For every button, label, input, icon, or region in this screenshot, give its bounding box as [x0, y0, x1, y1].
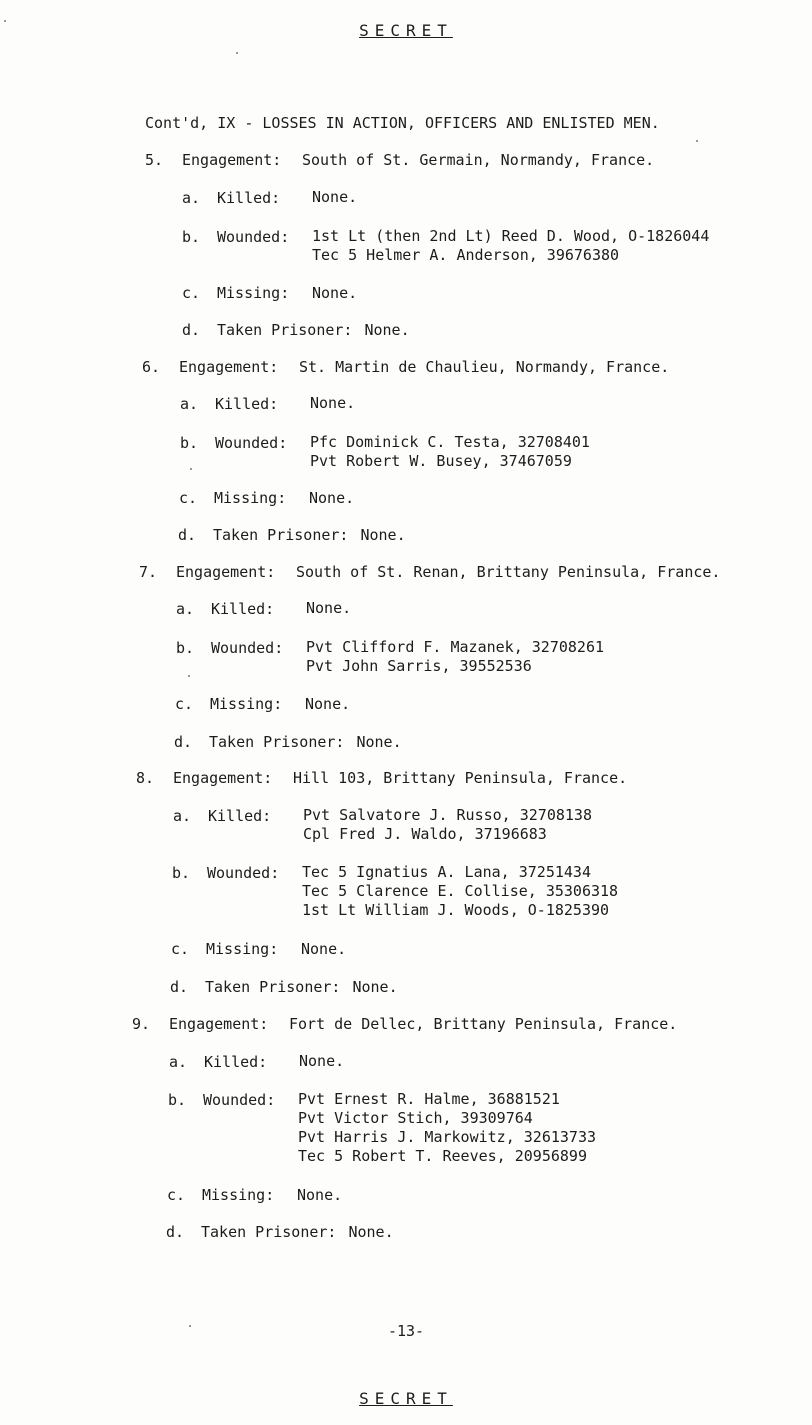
missing-value: None.: [297, 1186, 343, 1204]
missing-label: Missing:: [210, 695, 283, 713]
engagement-label: Engagement:: [176, 563, 276, 581]
killed-label: Killed:: [204, 1053, 268, 1071]
prisoner-value: None.: [364, 321, 410, 339]
wounded-entry: Tec 5 Helmer A. Anderson, 39676380: [312, 246, 620, 264]
wounded-entry: 1st Lt (then 2nd Lt) Reed D. Wood, O-1826044: [312, 227, 710, 245]
page-number: -13-: [387, 1322, 425, 1340]
item-letter: b.: [172, 864, 191, 882]
item-letter: a.: [180, 395, 199, 413]
engagement-place: South of St. Germain, Normandy, France.: [302, 151, 655, 169]
wounded-label: Wounded:: [217, 228, 290, 246]
wounded-entry: Pvt Harris J. Markowitz, 32613733: [298, 1128, 597, 1146]
prisoner-label: Taken Prisoner:: [205, 978, 341, 996]
engagement-place: South of St. Renan, Brittany Peninsula, France.: [296, 563, 721, 581]
header-classification: SECRET: [359, 21, 453, 40]
item-letter: c.: [175, 695, 194, 713]
wounded-entry: Pvt Clifford F. Mazanek, 32708261: [306, 638, 605, 656]
prisoner-value: None.: [360, 526, 406, 544]
engagement-number: 6.: [142, 358, 161, 376]
engagement-label: Engagement:: [169, 1015, 269, 1033]
item-letter: b.: [168, 1091, 187, 1109]
engagement-number: 5.: [145, 151, 164, 169]
killed-label: Killed:: [215, 395, 279, 413]
missing-label: Missing:: [206, 940, 279, 958]
item-letter: c.: [182, 284, 201, 302]
killed-label: Killed:: [208, 807, 272, 825]
wounded-entry: Pvt John Sarris, 39552536: [306, 657, 532, 675]
missing-value: None.: [305, 695, 351, 713]
engagement-place: Hill 103, Brittany Peninsula, France.: [293, 769, 628, 787]
missing-value: None.: [309, 489, 355, 507]
scan-speck: [696, 140, 698, 142]
engagement-place: St. Martin de Chaulieu, Normandy, France.: [299, 358, 670, 376]
engagement-number: 9.: [132, 1015, 151, 1033]
footer-classification: SECRET: [359, 1389, 453, 1408]
killed-entry: None.: [312, 188, 358, 206]
missing-value: None.: [312, 284, 358, 302]
missing-label: Missing:: [202, 1186, 275, 1204]
killed-entry: None.: [306, 599, 352, 617]
wounded-entry: 1st Lt William J. Woods, O-1825390: [302, 901, 610, 919]
engagement-label: Engagement:: [182, 151, 282, 169]
item-letter: d.: [170, 978, 189, 996]
missing-label: Missing:: [214, 489, 287, 507]
item-letter: a.: [176, 600, 195, 618]
killed-label: Killed:: [211, 600, 275, 618]
item-letter: a.: [173, 807, 192, 825]
section-heading: Cont'd, IX - LOSSES IN ACTION, OFFICERS AND ENLISTED MEN.: [145, 114, 660, 132]
missing-value: None.: [301, 940, 347, 958]
wounded-entry: Tec 5 Robert T. Reeves, 20956899: [298, 1147, 587, 1165]
item-letter: d.: [178, 526, 197, 544]
item-letter: c.: [167, 1186, 186, 1204]
scan-speck: [190, 468, 192, 470]
item-letter: d.: [174, 733, 193, 751]
prisoner-label: Taken Prisoner:: [209, 733, 345, 751]
item-letter: a.: [182, 189, 201, 207]
item-letter: b.: [176, 639, 195, 657]
scan-speck: [4, 20, 6, 22]
prisoner-label: Taken Prisoner:: [217, 321, 353, 339]
prisoner-value: None.: [356, 733, 402, 751]
scan-speck: [188, 675, 190, 677]
wounded-entry: Pvt Robert W. Busey, 37467059: [310, 452, 572, 470]
wounded-entry: Tec 5 Clarence E. Collise, 35306318: [302, 882, 619, 900]
engagement-label: Engagement:: [179, 358, 279, 376]
wounded-label: Wounded:: [203, 1091, 276, 1109]
item-letter: b.: [182, 228, 201, 246]
item-letter: d.: [166, 1223, 185, 1241]
killed-label: Killed:: [217, 189, 281, 207]
missing-label: Missing:: [217, 284, 290, 302]
scan-speck: [236, 52, 238, 54]
item-letter: c.: [171, 940, 190, 958]
engagement-number: 7.: [139, 563, 158, 581]
prisoner-value: None.: [348, 1223, 394, 1241]
engagement-number: 8.: [136, 769, 155, 787]
item-letter: d.: [182, 321, 201, 339]
wounded-label: Wounded:: [207, 864, 280, 882]
engagement-label: Engagement:: [173, 769, 273, 787]
engagement-place: Fort de Dellec, Brittany Peninsula, France.: [289, 1015, 678, 1033]
wounded-label: Wounded:: [211, 639, 284, 657]
wounded-entry: Pvt Victor Stich, 39309764: [298, 1109, 533, 1127]
item-letter: b.: [180, 434, 199, 452]
killed-entry: Cpl Fred J. Waldo, 37196683: [303, 825, 547, 843]
wounded-entry: Pfc Dominick C. Testa, 32708401: [310, 433, 590, 451]
killed-entry: None.: [299, 1052, 345, 1070]
scan-speck: [189, 1325, 191, 1327]
wounded-entry: Pvt Ernest R. Halme, 36881521: [298, 1090, 560, 1108]
wounded-label: Wounded:: [215, 434, 288, 452]
prisoner-label: Taken Prisoner:: [201, 1223, 337, 1241]
killed-entry: Pvt Salvatore J. Russo, 32708138: [303, 806, 592, 824]
item-letter: c.: [179, 489, 198, 507]
killed-entry: None.: [310, 394, 356, 412]
prisoner-value: None.: [352, 978, 398, 996]
wounded-entry: Tec 5 Ignatius A. Lana, 37251434: [302, 863, 591, 881]
prisoner-label: Taken Prisoner:: [213, 526, 349, 544]
item-letter: a.: [169, 1053, 188, 1071]
